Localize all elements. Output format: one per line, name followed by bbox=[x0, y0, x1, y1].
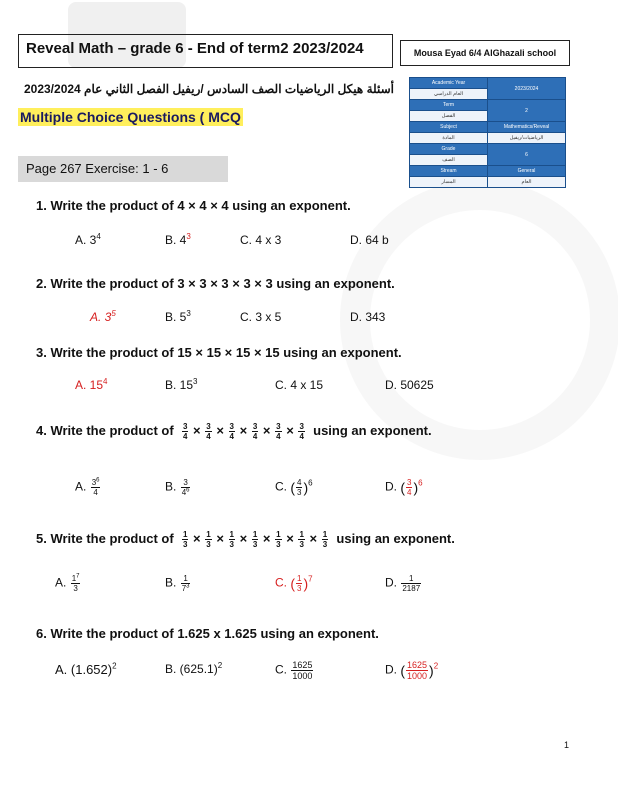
fraction: $\frac{3}{4}$ bbox=[182, 422, 188, 441]
q3-option-b[interactable]: B. $15^3$ bbox=[165, 377, 198, 392]
info-label: Academic Year bbox=[410, 78, 488, 89]
arabic-title: أسئلة هيكل الرياضيات الصف السادس /ريفيل الفصل الثاني عام 2023/2024 bbox=[23, 82, 394, 96]
fraction: $\frac{3}{4}$ bbox=[276, 422, 281, 441]
fraction: $\frac{1}{3}$ bbox=[206, 530, 211, 549]
q1-option-c[interactable]: C. 4 x 3 bbox=[240, 233, 282, 247]
q6-option-d[interactable]: D. ( $\frac{1625}{1000}$ )$^2$ bbox=[385, 660, 439, 681]
info-value: 2023/2024 bbox=[488, 78, 566, 100]
fraction: $\frac{1}{3}$ bbox=[252, 530, 258, 549]
q5-option-b[interactable]: B. $\frac{1}{7^3}$ bbox=[165, 574, 190, 593]
document-title: Reveal Math – grade 6 - End of term2 2023/2024 bbox=[26, 40, 364, 57]
info-label-ar: الفصل bbox=[410, 111, 488, 122]
fraction: $\frac{1}{3}$ bbox=[276, 530, 281, 549]
info-value: General bbox=[488, 166, 566, 177]
info-value-ar: الرياضيات/ريفيل bbox=[488, 133, 566, 144]
fraction: $\frac{1}{3}$ bbox=[182, 530, 188, 549]
question-6: 6. Write the product of 1.625 x 1.625 using an exponent. bbox=[36, 626, 379, 641]
q2-option-a[interactable]: A. $3^5$ bbox=[90, 309, 116, 324]
fraction: $\frac{1}{3}$ bbox=[299, 530, 304, 549]
question-4: 4. Write the product of $\frac{3}{4}$ × $\frac{3}{4}$ × $\frac{3}{4}$ × $\frac{3}{4}$ × $\frac{3}{4}$ × $\frac{3}{4}$ using an exponent. bbox=[36, 422, 432, 441]
page-exercise-label: Page 267 Exercise: 1 - 6 bbox=[18, 156, 228, 182]
info-label: Term bbox=[410, 100, 488, 111]
q4-option-d[interactable]: D. ( $\frac{3}{4}$ )$^6$ bbox=[385, 478, 423, 497]
question-1: 1. Write the product of 4 × 4 × 4 using an exponent. bbox=[36, 198, 351, 213]
info-value: 6 bbox=[488, 144, 566, 166]
q2-option-d[interactable]: D. 343 bbox=[350, 310, 386, 324]
q2-option-b[interactable]: B. $5^3$ bbox=[165, 309, 191, 324]
info-table bbox=[409, 77, 566, 188]
info-label: Grade bbox=[410, 144, 488, 155]
info-label-ar: المسار bbox=[410, 177, 488, 188]
q1-option-b[interactable]: B. $4^3$ bbox=[165, 232, 191, 247]
q4-option-a[interactable]: A. $\frac{3^6}{4}$ bbox=[75, 477, 100, 497]
school-name: Mousa Eyad 6/4 AlGhazali school bbox=[400, 40, 570, 66]
fraction: $\frac{3}{4}$ bbox=[206, 422, 211, 441]
q6-option-b[interactable]: B. $(625.1)^2$ bbox=[165, 661, 223, 676]
q1-option-a[interactable]: A. $3^4$ bbox=[75, 232, 101, 247]
fraction: $\frac{1}{3}$ bbox=[229, 530, 234, 549]
fraction: $\frac{3}{4}$ bbox=[252, 422, 258, 441]
info-label-ar: الصف bbox=[410, 155, 488, 166]
section-title: Multiple Choice Questions ( MCQ bbox=[20, 109, 241, 125]
q3-option-d[interactable]: D. 50625 bbox=[385, 378, 434, 392]
q5-option-c[interactable]: C. ( $\frac{1}{3}$ )$^7$ bbox=[275, 574, 313, 593]
fraction: $\frac{3}{4}$ bbox=[299, 422, 304, 441]
q4-option-b[interactable]: B. $\frac{3}{4^6}$ bbox=[165, 478, 190, 497]
q3-option-a[interactable]: A. $15^4$ bbox=[75, 377, 108, 392]
q2-option-c[interactable]: C. 3 x 5 bbox=[240, 310, 282, 324]
q6-option-c[interactable]: C. $\frac{1625}{1000}$ bbox=[275, 660, 313, 681]
q5-option-d[interactable]: D. $\frac{1}{2187}$ bbox=[385, 574, 421, 593]
info-label: Subject bbox=[410, 122, 488, 133]
q3-option-c[interactable]: C. 4 x 15 bbox=[275, 378, 324, 392]
question-3: 3. Write the product of 15 × 15 × 15 × 15 using an exponent. bbox=[36, 345, 402, 360]
info-value-ar: العام bbox=[488, 177, 566, 188]
q4-option-c[interactable]: C. ( $\frac{4}{3}$ )$^6$ bbox=[275, 478, 313, 497]
info-label-ar: المادة bbox=[410, 133, 488, 144]
q1-option-d[interactable]: D. 64 b bbox=[350, 233, 389, 247]
info-value: Mathematics/Reveal bbox=[488, 122, 566, 133]
q5-option-a[interactable]: A. $\frac{1^7}{3}$ bbox=[55, 573, 80, 593]
fraction: $\frac{1}{3}$ bbox=[322, 530, 328, 549]
question-2: 2. Write the product of 3 × 3 × 3 × 3 × 3 using an exponent. bbox=[36, 276, 395, 291]
info-value: 2 bbox=[488, 100, 566, 122]
page-number: 1 bbox=[564, 740, 570, 750]
q6-option-a[interactable]: A. $(1.652)^2$ bbox=[55, 661, 117, 677]
info-label: Stream bbox=[410, 166, 488, 177]
fraction: $\frac{3}{4}$ bbox=[229, 422, 234, 441]
question-5: 5. Write the product of $\frac{1}{3}$ × $\frac{1}{3}$ × $\frac{1}{3}$ × $\frac{1}{3}$ × $\frac{1}{3}$ × $\frac{1}{3}$ × $\frac{1}{3}$ using an exponent. bbox=[36, 530, 455, 549]
info-label-ar: العام الدراسي bbox=[410, 89, 488, 100]
